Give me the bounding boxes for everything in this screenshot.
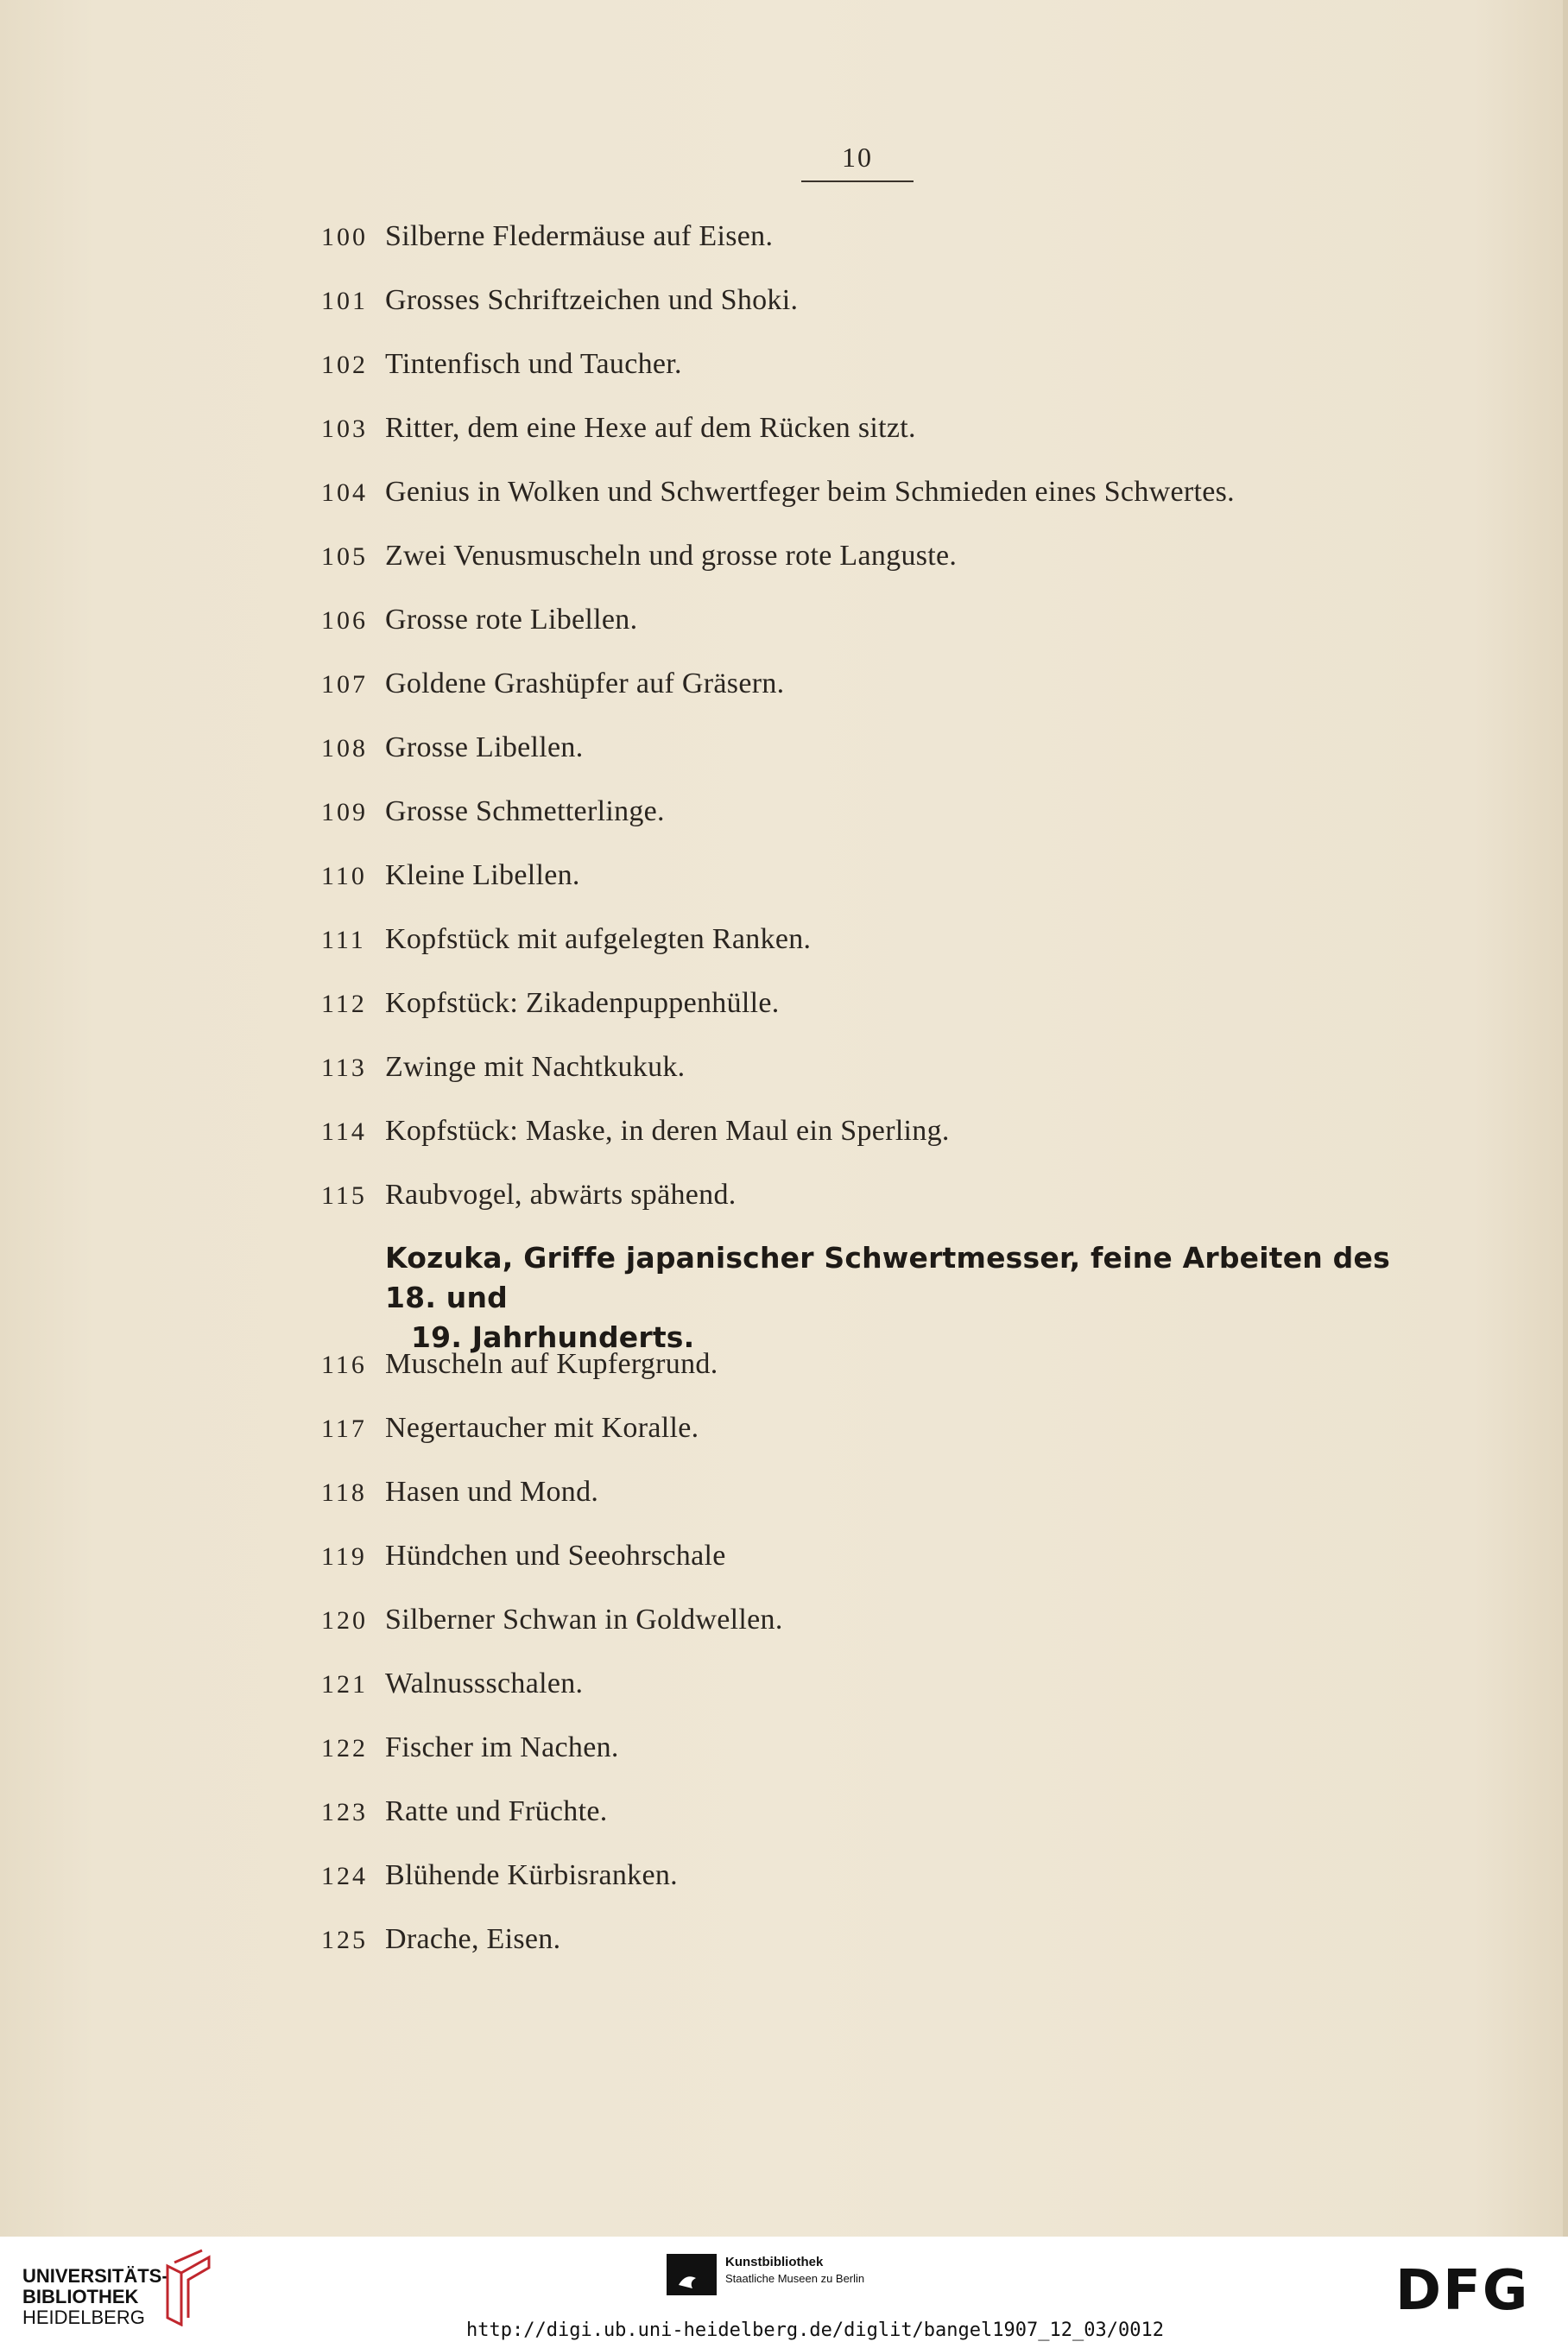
catalog-entry [321, 1663, 583, 1705]
entry-text: Ratte und Früchte. [385, 1795, 608, 1827]
catalog-entry [321, 727, 584, 769]
catalog-entry [321, 344, 682, 385]
entry-number: 118 [321, 1478, 367, 1507]
entry-number: 100 [321, 223, 368, 251]
entry-text: Zwei Venusmuscheln und grosse rote Languste. [385, 540, 958, 572]
entry-text: Negertaucher mit Koralle. [385, 1412, 699, 1444]
entry-number: 101 [321, 287, 368, 315]
catalog-entry [321, 408, 916, 449]
kb-line1: Kunstbibliothek [725, 2255, 824, 2269]
catalog-entry [321, 855, 580, 896]
entry-number: 102 [321, 351, 368, 379]
page-number-rule [801, 180, 914, 182]
catalog-entry [321, 1599, 783, 1641]
catalog-entry [321, 599, 637, 641]
entry-number: 109 [321, 798, 368, 826]
catalog-entry [321, 1791, 608, 1832]
entry-number: 115 [321, 1181, 367, 1210]
entry-text: Blühende Kürbisranken. [385, 1859, 678, 1891]
page-number: 10 [842, 142, 873, 173]
catalog-entry [321, 1111, 950, 1152]
entry-number: 113 [321, 1054, 367, 1082]
page-edge [1563, 0, 1568, 2237]
catalog-entry [321, 791, 665, 832]
dfg-logo: DFG [1395, 2259, 1530, 2323]
section-heading-line1: Kozuka, Griffe japanischer Schwertmesser, feine Arbeiten des 18. und [385, 1241, 1390, 1314]
entry-text: Silberner Schwan in Goldwellen. [385, 1604, 783, 1636]
entry-number: 110 [321, 862, 367, 890]
source-url[interactable]: http://digi.ub.uni-heidelberg.de/diglit/bangel1907_12_03/0012 [466, 2320, 1164, 2341]
entry-number: 105 [321, 542, 368, 571]
catalog-entry [321, 1727, 619, 1769]
entry-text: Kleine Libellen. [385, 859, 580, 891]
entry-number: 116 [321, 1351, 367, 1379]
catalog-entry [321, 1047, 685, 1088]
catalog-entry [321, 983, 780, 1024]
catalog-entry [321, 1855, 678, 1896]
entry-text: Grosses Schriftzeichen und Shoki. [385, 284, 799, 316]
library-line3: HEIDELBERG [22, 2307, 145, 2328]
section-heading [385, 1238, 1421, 1358]
entry-text: Tintenfisch und Taucher. [385, 348, 682, 380]
entry-text: Hündchen und Seeohrschale [385, 1540, 726, 1572]
catalog-entry [321, 919, 811, 960]
entry-text: Grosse Schmetterlinge. [385, 795, 665, 827]
entry-text: Genius in Wolken und Schwertfeger beim Schmieden eines Schwertes. [385, 476, 1235, 508]
entry-text: Muscheln auf Kupfergrund. [385, 1348, 718, 1380]
entry-text: Silberne Fledermäuse auf Eisen. [385, 220, 774, 252]
entry-number: 106 [321, 606, 368, 635]
entry-number: 111 [321, 926, 366, 954]
entry-number: 121 [321, 1670, 368, 1699]
entry-number: 108 [321, 734, 368, 763]
entry-number: 103 [321, 415, 368, 443]
entry-number: 125 [321, 1926, 368, 1954]
entry-number: 120 [321, 1606, 368, 1635]
kunstbibliothek-logo-icon [667, 2254, 717, 2295]
entry-text: Kopfstück: Maske, in deren Maul ein Sperling. [385, 1115, 950, 1147]
entry-text: Ritter, dem eine Hexe auf dem Rücken sitzt. [385, 412, 916, 444]
entry-text: Kopfstück mit aufgelegten Ranken. [385, 923, 812, 955]
catalog-entry [321, 663, 784, 705]
entry-number: 119 [321, 1542, 367, 1571]
catalog-entry [321, 471, 1235, 513]
entry-number: 107 [321, 670, 368, 699]
ub-heidelberg-mark-icon [159, 2249, 219, 2326]
entry-text: Kopfstück: Zikadenpuppenhülle. [385, 987, 780, 1019]
catalog-entry [321, 535, 957, 577]
entry-number: 117 [321, 1414, 367, 1443]
catalog-entry [321, 1535, 726, 1577]
entry-number: 123 [321, 1798, 368, 1826]
kunstbibliothek-text [725, 2254, 864, 2287]
ub-heidelberg-logo-text [22, 2266, 168, 2328]
library-line1: UNIVERSITÄTS- [22, 2265, 168, 2287]
kb-line2: Staatliche Museen zu Berlin [725, 2272, 865, 2285]
entry-text: Hasen und Mond. [385, 1476, 599, 1508]
entry-text: Grosse rote Libellen. [385, 604, 638, 636]
entry-text: Walnussschalen. [385, 1668, 584, 1699]
entry-number: 114 [321, 1117, 367, 1146]
entry-text: Drache, Eisen. [385, 1923, 561, 1955]
catalog-entry [321, 1919, 560, 1960]
catalog-entry [321, 1174, 737, 1216]
library-line2: BIBLIOTHEK [22, 2286, 139, 2307]
catalog-entry [321, 1408, 699, 1449]
entry-text: Goldene Grashüpfer auf Gräsern. [385, 668, 785, 699]
catalog-entry [321, 1344, 718, 1385]
catalog-entry [321, 216, 773, 257]
entry-text: Fischer im Nachen. [385, 1731, 619, 1763]
entry-number: 124 [321, 1862, 368, 1890]
catalog-entry [321, 1471, 598, 1513]
section-heading-line2: 19. Jahrhunderts. [411, 1320, 695, 1354]
entry-number: 122 [321, 1734, 368, 1763]
entry-number: 104 [321, 478, 368, 507]
entry-text: Zwinge mit Nachtkukuk. [385, 1051, 686, 1083]
entry-text: Grosse Libellen. [385, 731, 584, 763]
catalog-entry [321, 280, 798, 321]
entry-number: 112 [321, 990, 367, 1018]
entry-text: Raubvogel, abwärts spähend. [385, 1179, 737, 1211]
